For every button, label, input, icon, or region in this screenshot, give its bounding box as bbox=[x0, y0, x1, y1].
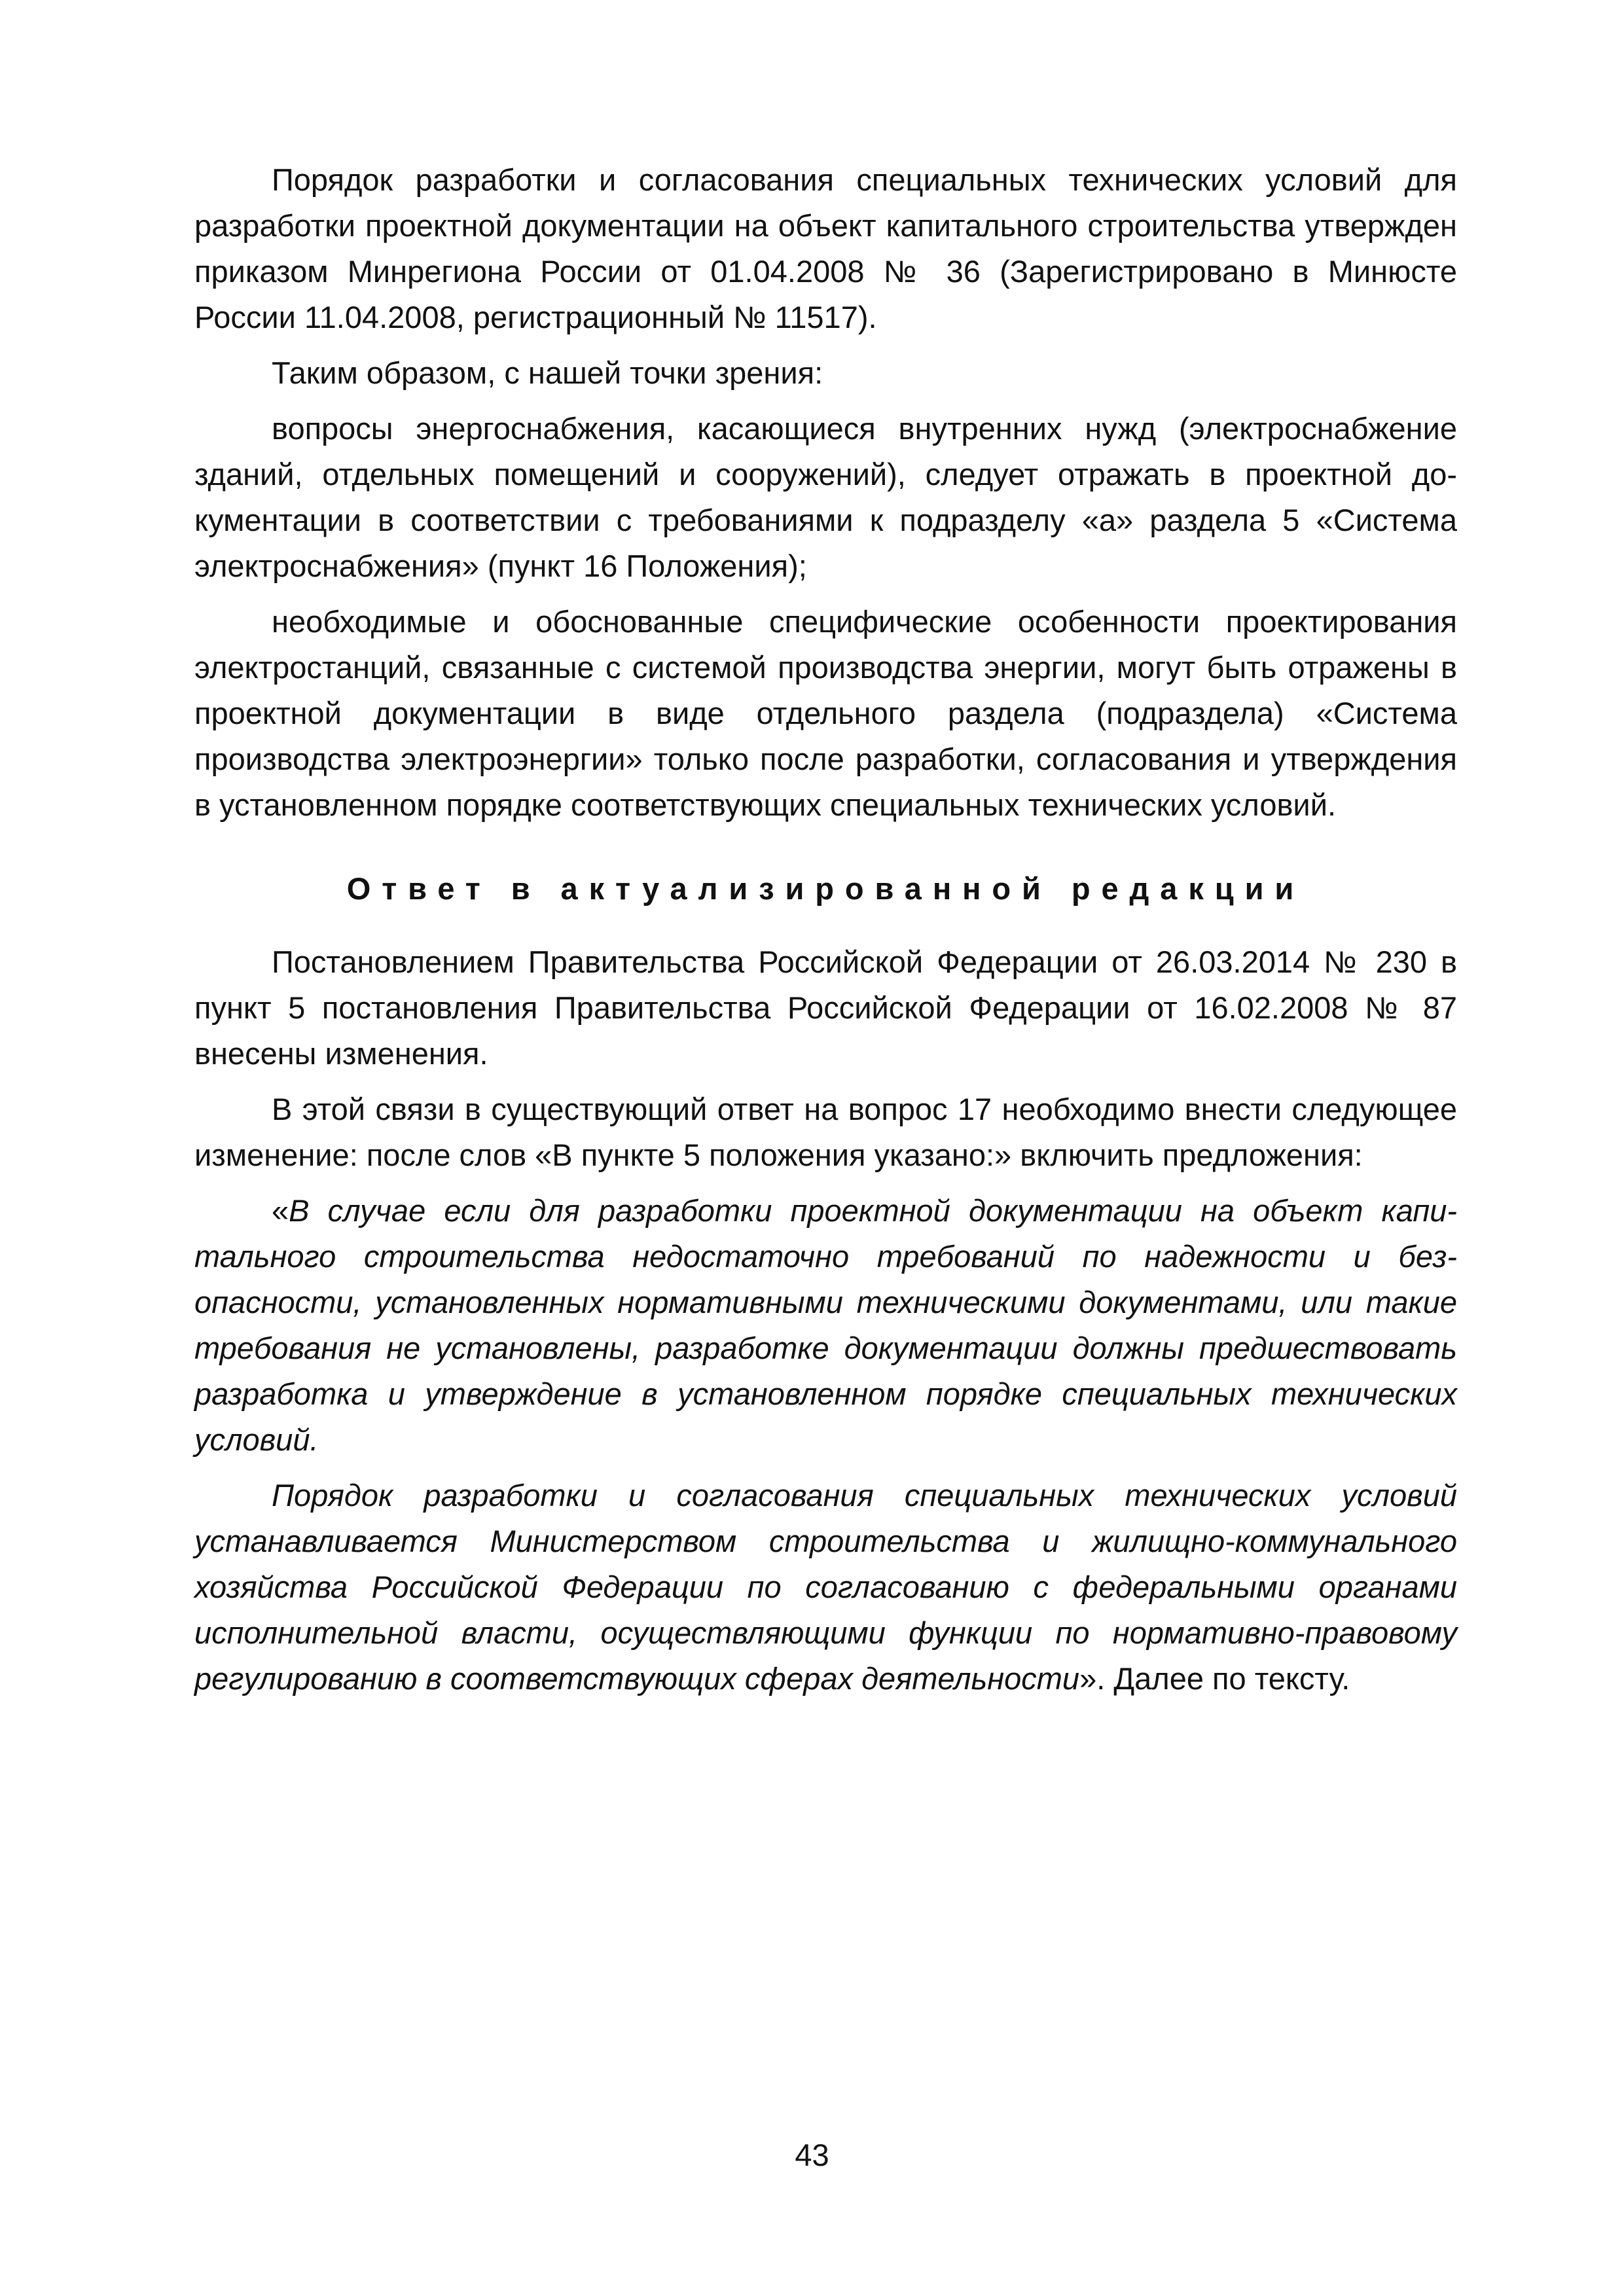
paragraph-conclusion-intro: Таким образом, с нашей точки зрения: bbox=[272, 355, 823, 390]
quote-special-conditions-text: В случае если для разработки проектной документации на объект капитального строительства недостаточно требований по надежности и безопасности, установленных нормативными техническими документами, или такие требования не установлены, разработке документации должны предшествовать разработка и утверждение в установленном порядке специальных технических условий. bbox=[194, 1193, 1457, 1457]
paragraph-energy-supply-questions: вопросы энергоснабжения, касающиеся внутренних нужд (электроснабжение зданий, отдельных помещений и сооружений), следует отражать в проектной документации в соответствии с требованиями к подразделу «а» раздела 5 «Система электроснабжения» (пункт 16 Положения); bbox=[194, 411, 1457, 583]
paragraph-quote-order-establishment bbox=[194, 1473, 1457, 1702]
document-page bbox=[194, 157, 1457, 1712]
section-heading: Ответ в актуализированной редакции bbox=[346, 871, 1305, 906]
quote-order-establishment-text: Порядок разработки и согласования специальных технических условий устанавливается Министерством строительства и жилищно-коммунального хозяйства Российской Федерации по согласованию с федеральными органами исполнительной власти, осуществляющими функции по нормативно-правовому регулированию в соответствующих сферах деятельности bbox=[194, 1478, 1457, 1696]
quote-closing-tail: ». Далее по тексту. bbox=[1079, 1661, 1350, 1696]
page-number: 43 bbox=[795, 2138, 829, 2172]
paragraph-quote-special-conditions bbox=[194, 1188, 1457, 1463]
quote-open-mark: « bbox=[272, 1193, 289, 1228]
paragraph-required-change: В этой связи в существующий ответ на вопрос 17 необходимо внести следующее изменение: после слов «В пункте 5 положения указано:» включить предложения: bbox=[194, 1092, 1457, 1172]
paragraph-order-of-development: Порядок разработки и согласования специальных технических условий для разработки проектной документации на объект капитального строительства утвержден приказом Минрегиона России от 01.04.2008 № 36 (Зарегистрировано в Минюсте России 11.04.2008, регистрационный № 11517). bbox=[194, 162, 1457, 334]
paragraph-power-plant-specifics: необходимые и обоснованные специфические особенности проектирования электростанций, связанные с системой производства энергии, могут быть отражены в проектной документации в виде отдельного раздела (подраздела) «Система производства электроэнергии» только после разработки, согласования и утверждения в установленном порядке соответствующих специальных технических условий. bbox=[194, 604, 1457, 822]
paragraph-government-decree: Постановлением Правительства Российской Федерации от 26.03.2014 № 230 в пункт 5 постановления Правительства Российской Федерации от 16.02.2008 № 87 внесены изменения. bbox=[194, 944, 1457, 1071]
